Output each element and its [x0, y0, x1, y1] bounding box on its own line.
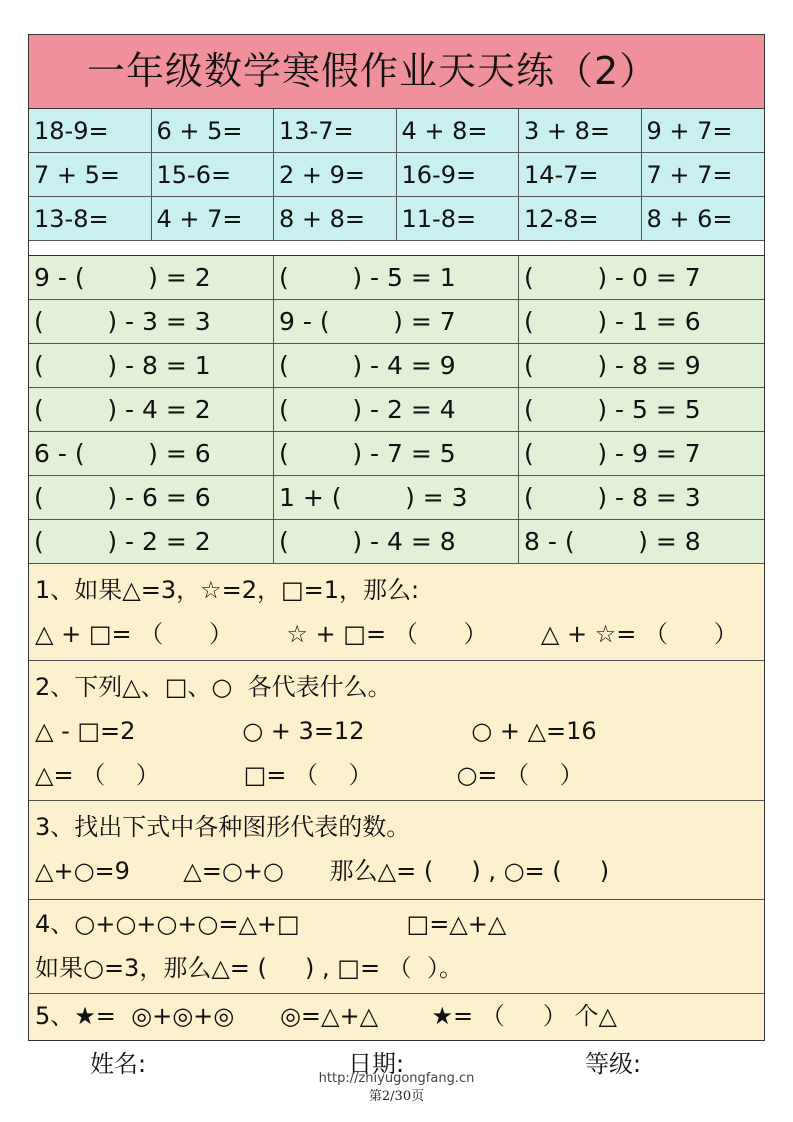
- arith-cell: 4 + 7=: [152, 197, 275, 241]
- arith-cell: 8 + 6=: [642, 197, 765, 241]
- source-url: http://zhiyugongfang.cn: [318, 1071, 475, 1086]
- grade-label: 等级:: [585, 1050, 642, 1078]
- arithmetic-grid: [29, 109, 764, 241]
- question-text: 1、如果△=3，☆=2，□=1，那么:: [35, 576, 420, 604]
- question-4: [29, 900, 764, 994]
- arith-cell: 2 + 9=: [274, 153, 397, 197]
- fill-cell: ( ) - 8 = 9: [519, 344, 764, 388]
- fill-cell: ( ) - 0 = 7: [519, 256, 764, 300]
- fill-cell: 6 - ( ) = 6: [29, 432, 274, 476]
- question-text: 5、★= ◎+◎+◎ ◎=△+△ ★= （ ） 个△: [35, 1002, 617, 1030]
- arith-cell: 4 + 8=: [397, 109, 520, 153]
- fill-cell: ( ) - 2 = 2: [29, 520, 274, 564]
- name-label: 姓名:: [90, 1050, 147, 1078]
- worksheet: [28, 34, 765, 1041]
- question-1: [29, 564, 764, 661]
- arith-cell: 13-7=: [274, 109, 397, 153]
- fill-cell: ( ) - 5 = 1: [274, 256, 519, 300]
- question-text: △+○=9 △=○+○ 那么△= ( ) , ○= ( ): [35, 857, 610, 885]
- question-text: △ - □=2 ○ + 3=12 ○ + △=16: [35, 717, 597, 745]
- fill-cell: ( ) - 1 = 6: [519, 300, 764, 344]
- fill-cell: ( ) - 4 = 2: [29, 388, 274, 432]
- fill-cell: ( ) - 2 = 4: [274, 388, 519, 432]
- question-2: [29, 661, 764, 801]
- fill-cell: 1 + ( ) = 3: [274, 476, 519, 520]
- question-5: [29, 994, 764, 1040]
- arith-cell: 11-8=: [397, 197, 520, 241]
- arith-cell: 12-8=: [519, 197, 642, 241]
- question-text: 3、找出下式中各种图形代表的数。: [35, 813, 411, 841]
- question-text: 4、○+○+○+○=△+□ □=△+△: [35, 910, 507, 938]
- divider: [29, 241, 764, 256]
- question-text: △= （ ） □= （ ） ○= （ ）: [35, 761, 584, 789]
- arith-cell: 8 + 8=: [274, 197, 397, 241]
- arith-cell: 15-6=: [152, 153, 275, 197]
- arith-cell: 18-9=: [29, 109, 152, 153]
- fill-cell: ( ) - 4 = 9: [274, 344, 519, 388]
- fill-cell: ( ) - 9 = 7: [519, 432, 764, 476]
- fill-cell: ( ) - 5 = 5: [519, 388, 764, 432]
- arith-cell: 6 + 5=: [152, 109, 275, 153]
- page-title: 一年级数学寒假作业天天练（2）: [29, 35, 764, 109]
- arith-cell: 7 + 7=: [642, 153, 765, 197]
- question-text: 如果○=3，那么△= ( ) , □= （ ）。: [35, 954, 463, 982]
- fill-cell: 8 - ( ) = 8: [519, 520, 764, 564]
- fill-cell: ( ) - 8 = 1: [29, 344, 274, 388]
- question-text: △ + □= （ ） ☆ + □= （ ） △ + ☆= （ ）: [35, 620, 738, 648]
- fill-cell: ( ) - 4 = 8: [274, 520, 519, 564]
- fill-cell: ( ) - 3 = 3: [29, 300, 274, 344]
- page-number: 第2/30页: [368, 1089, 425, 1104]
- arith-cell: 7 + 5=: [29, 153, 152, 197]
- fill-cell: ( ) - 8 = 3: [519, 476, 764, 520]
- fill-cell: ( ) - 7 = 5: [274, 432, 519, 476]
- arith-cell: 13-8=: [29, 197, 152, 241]
- question-text: 2、下列△、□、○ 各代表什么。: [35, 673, 392, 701]
- arith-cell: 16-9=: [397, 153, 520, 197]
- fill-cell: 9 - ( ) = 7: [274, 300, 519, 344]
- fill-cell: 9 - ( ) = 2: [29, 256, 274, 300]
- arith-cell: 9 + 7=: [642, 109, 765, 153]
- question-3: [29, 801, 764, 900]
- fill-cell: ( ) - 6 = 6: [29, 476, 274, 520]
- date-label: 日期:: [348, 1050, 405, 1078]
- arith-cell: 14-7=: [519, 153, 642, 197]
- fill-in-grid: [29, 256, 764, 564]
- arith-cell: 3 + 8=: [519, 109, 642, 153]
